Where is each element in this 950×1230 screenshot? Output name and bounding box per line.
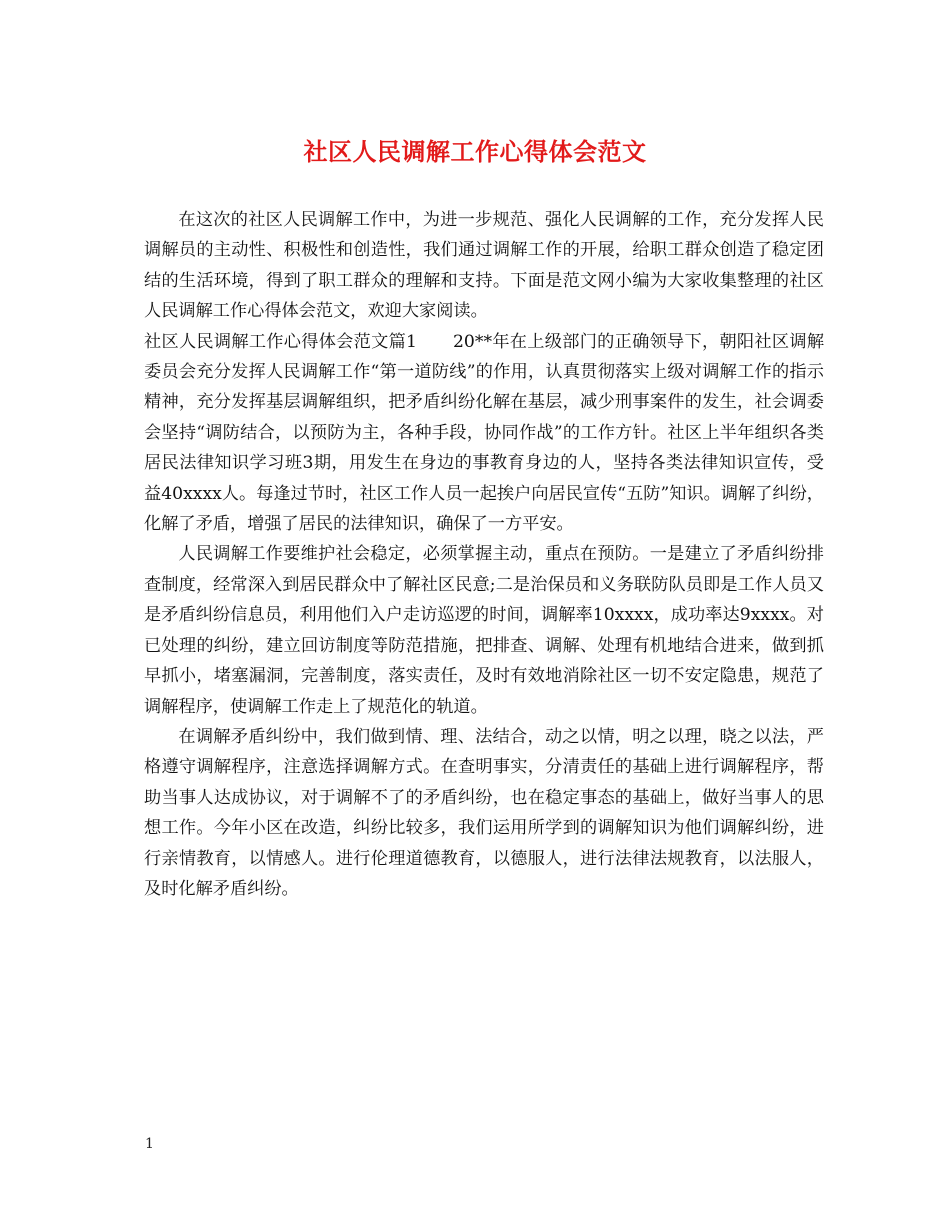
section-first-paragraph: 20**年在上级部门的正确领导下，朝阳社区调解委员会充分发挥人民调解工作“第一道防线”的作用，认真贯彻落实上级对调解工作的指示精神，充分发挥基层调解组织，把矛盾纠纷化解在基层，减少刑事案件的发生，社会调委会坚持“调防结合，以预防为主，各种手段，协同作战”的工作方针。社区上半年组织各类居民法律知识学习班3期，用发生在身边的事教育身边的人，坚持各类法律知识宣传，受益40xxxx人。每逢过节时，社区工作人员一起挨户向居民宣传“五防”知识。调解了纠纷，化解了矛盾，增强了居民的法律知识，确保了一方平安。 [144,331,825,535]
page-number: 1 [145,1136,154,1152]
paragraph-2: 人民调解工作要维护社会稳定，必须掌握主动，重点在预防。一是建立了矛盾纠纷排查制度，经常深入到居民群众中了解社区民意;二是治保员和义务联防队员即是工作人员又是矛盾纠纷信息员，利用他们入户走访巡逻的时间，调解率10xxxx，成功率达9xxxx。对已处理的纠纷，建立回访制度等防范措施，把排查、调解、处理有机地结合进来，做到抓早抓小，堵塞漏洞，完善制度，落实责任，及时有效地消除社区一切不安定隐患，规范了调解程序，使调解工作走上了规范化的轨道。 [144,544,824,717]
document-body [144,205,824,904]
section-heading: 社区人民调解工作心得体会范文篇1 [144,331,417,352]
paragraph-3: 在调解矛盾纠纷中，我们做到情、理、法结合，动之以情，明之以理，晓之以法，严格遵守调解程序，注意选择调解方式。在查明事实，分清责任的基础上进行调解程序，帮助当事人达成协议，对于调解不了的矛盾纠纷，也在稳定事态的基础上，做好当事人的思想工作。今年小区在改造，纠纷比较多，我们运用所学到的调解知识为他们调解纠纷，进行亲情教育，以情感人。进行伦理道德教育，以德服人，进行法律法规教育，以法服人，及时化解矛盾纠纷。 [144,726,824,899]
intro-paragraph: 在这次的社区人民调解工作中，为进一步规范、强化人民调解的工作，充分发挥人民调解员的主动性、积极性和创造性，我们通过调解工作的开展，给职工群众创造了稳定团结的生活环境，得到了职工群众的理解和支持。下面是范文网小编为大家收集整理的社区人民调解工作心得体会范文，欢迎大家阅读。 [144,210,824,322]
section-paragraph-1 [144,327,824,540]
document-title: 社区人民调解工作心得体会范文 [303,138,647,166]
